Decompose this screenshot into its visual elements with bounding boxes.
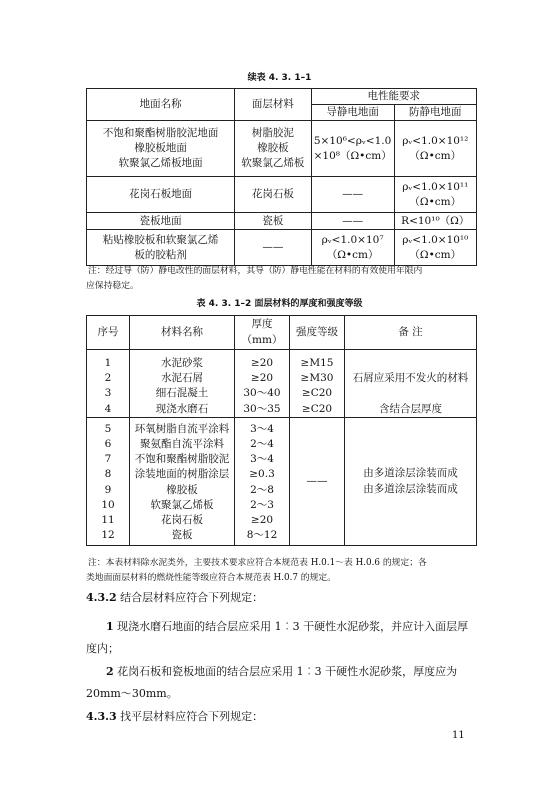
- electrical-requirements-table: [86, 88, 477, 266]
- header-name: 材料名称: [130, 316, 235, 350]
- table2-note: 注：本表材料除水泥类外，主要技术要求应符合本规范表 H.0.1～表 H.0.6 的规定；各 类地面面层材料的燃烧性能等级应符合本规范表 H.0.7 的规定。: [86, 558, 427, 583]
- table-row: 5 6 7 8 9 10 11 12 环氧树脂自流平涂料 聚氨酯自流平涂料 不饱和聚酯树脂胶泥 涂装地面的树脂涂层 橡胶板 软聚氯乙烯板 花岗石板 瓷板 3～4 2～4 3～4 ≥0.3 2～8 2～3 ≥20 8～12 —— 由多道涂层涂装而成 由多道涂层涂装而成: [87, 417, 477, 546]
- cell-conductive: 5×10⁶<ρᵥ<1.0 ×10⁸（Ω•cm）: [311, 121, 394, 177]
- cell-name: 瓷板地面: [87, 213, 235, 230]
- cell-conductive: ——: [311, 213, 394, 230]
- table-row: 1 2 3 4 水泥砂浆 水泥石屑 细石混凝土 现浇水磨石 ≥20 ≥20 30～40 30～35 ≥M15 ≥M30 ≥C20 ≥C20 石屑应采用不发火的材料 含结合层厚度: [87, 350, 477, 418]
- cell-material: 花岗石板: [235, 177, 311, 213]
- table1-caption: 续表 4. 3. 1–1: [247, 73, 312, 83]
- table-row: [87, 230, 477, 266]
- table-row: [87, 177, 477, 213]
- item-2: 2 花岗石板和瓷板地面的结合层应采用 1︰3 干硬性水泥砂浆，厚度应为: [106, 665, 458, 678]
- cell-material: 树脂胶泥 橡胶板 软聚氯乙烯板: [235, 121, 311, 177]
- cell-antistatic: ρᵥ<1.0×10¹¹ （Ω•cm）: [394, 177, 476, 213]
- header-remark: 备 注: [345, 316, 477, 350]
- table-row: [87, 213, 477, 230]
- header-conductive: 导静电地面: [311, 105, 394, 121]
- cell-name: 花岗石板地面: [87, 177, 235, 213]
- header-no: 序号: [87, 316, 130, 350]
- cell-material: 瓷板: [235, 213, 311, 230]
- cell-conductive: ρᵥ<1.0×10⁷ （Ω•cm）: [311, 230, 394, 266]
- cell-material: ——: [235, 230, 311, 266]
- cell-name: 粘贴橡胶板和软聚氯乙烯 板的胶粘剂: [87, 230, 235, 266]
- header-electrical: 电性能要求: [311, 89, 476, 105]
- header-thickness: 厚度 （mm）: [235, 316, 290, 350]
- strength-dash: ——: [290, 417, 345, 546]
- remark-text: 由多道涂层涂装而成: [363, 467, 458, 480]
- cell-antistatic: ρᵥ<1.0×10¹⁰ （Ω•cm）: [394, 230, 476, 266]
- cell-antistatic: R<10¹⁰（Ω）: [394, 213, 476, 230]
- header-strength: 强度等级: [290, 316, 345, 350]
- section-4-3-2: 4.3.2 结合层材料应符合下列规定：: [86, 591, 264, 604]
- table-row: [87, 121, 477, 177]
- header-antistatic: 防静电地面: [394, 105, 476, 121]
- cell-name: 不饱和聚酯树脂胶泥地面 橡胶板地面 软聚氯乙烯板地面: [87, 121, 235, 177]
- item-2-cont: 20mm～30mm。: [86, 687, 178, 700]
- remark-text: 由多道涂层涂装而成: [363, 482, 458, 495]
- header-material: 面层材料: [235, 89, 311, 121]
- table1-note: 注：经过导（防）静电改性的面层材料，其导（防）静电性能在材料的有效使用年限内 应保持稳定。: [86, 266, 423, 291]
- section-4-3-3: 4.3.3 找平层材料应符合下列规定：: [86, 710, 264, 723]
- page-number: 11: [452, 730, 465, 741]
- table2-caption: 表 4. 3. 1–2 面层材料的厚度和强度等级: [196, 299, 363, 309]
- cell-conductive: ——: [311, 177, 394, 213]
- thickness-strength-table: [86, 315, 477, 546]
- remark-text: 石屑应采用不发火的材料: [352, 372, 469, 385]
- item-1: 1 现浇水磨石地面的结合层应采用 1︰3 干硬性水泥砂浆，并应计入面层厚: [106, 620, 469, 633]
- remark-text: 含结合层厚度: [379, 402, 442, 415]
- item-1-cont: 度内；: [86, 642, 119, 655]
- header-name: 地面名称: [87, 89, 235, 121]
- cell-antistatic: ρᵥ<1.0×10¹² （Ω•cm）: [394, 121, 476, 177]
